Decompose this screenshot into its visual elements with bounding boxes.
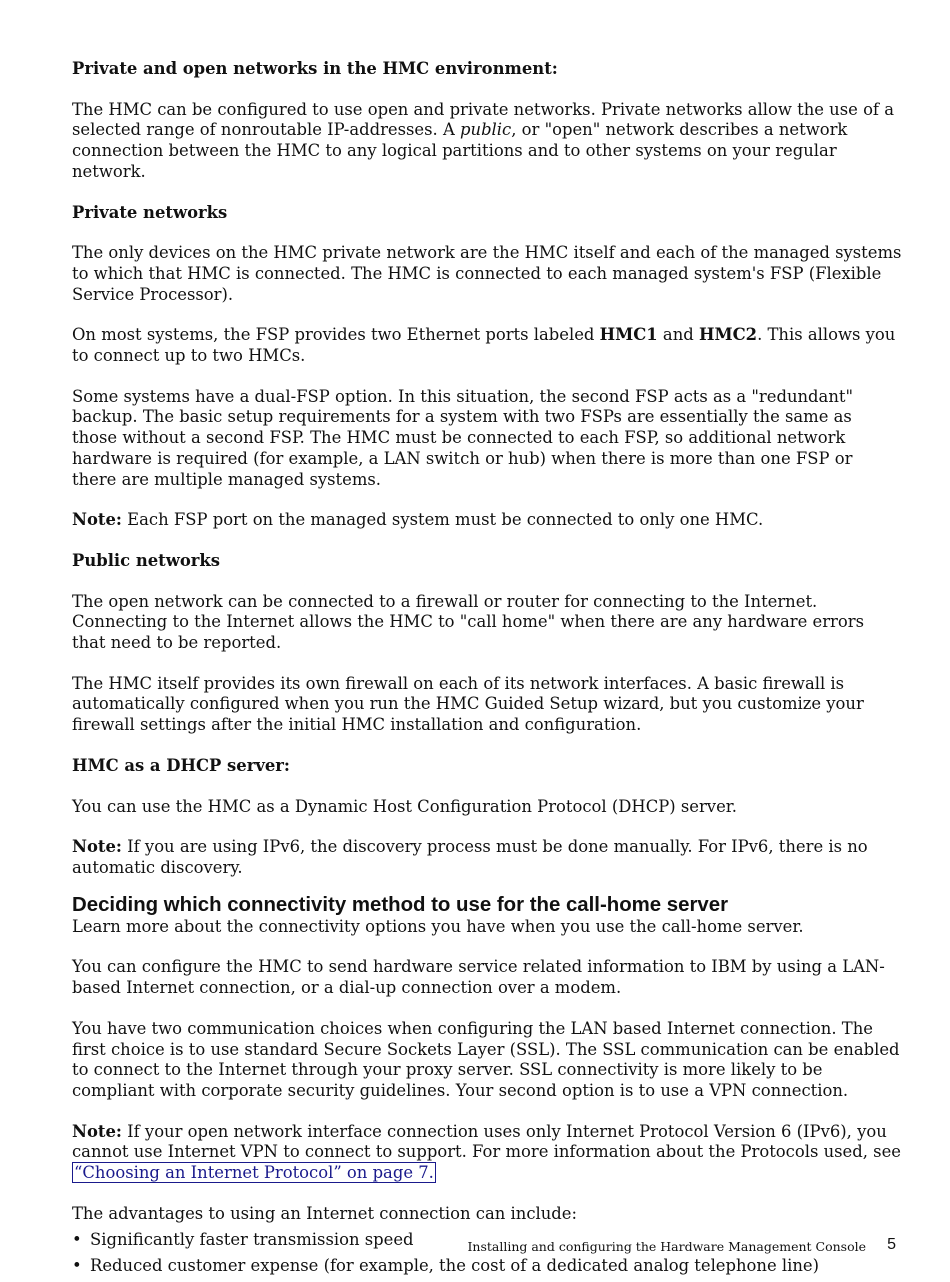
hmc2-label: HMC2: [698, 325, 758, 345]
note-3: [72, 1122, 902, 1184]
note-1-text: Each FSP port on the managed system must be connected to only one HMC.: [121, 510, 764, 530]
footer-title: Installing and configuring the Hardware Management Console: [467, 1239, 866, 1254]
callhome-paragraph-1: You can configure the HMC to send hardware service related information to IBM by using a LAN-based Internet connection, or a dial-up connection over a modem.: [72, 957, 885, 998]
list-item: • Reduced customer expense (for example, the cost of a dedicated analog telephone line): [72, 1256, 902, 1277]
section-heading-intro: Learn more about the connectivity options you have when you use the call-home server.: [72, 916, 804, 936]
note-label: Note:: [72, 1121, 122, 1141]
page-content: [72, 59, 902, 1282]
note-2-text: If you are using IPv6, the discovery process must be done manually. For IPv6, there is no automatic discovery.: [72, 837, 868, 877]
private-p2-and: and: [657, 325, 699, 345]
dhcp-paragraph: You can use the HMC as a Dynamic Host Configuration Protocol (DHCP) server.: [72, 796, 738, 816]
page-number: 5: [887, 1236, 896, 1253]
section-label-private-open: Private and open networks in the HMC environment:: [72, 59, 558, 78]
intro-emphasis: public: [460, 120, 512, 140]
public-paragraph-2: The HMC itself provides its own firewall on each of its network interfaces. A basic firewall is automatically configured when you run the HMC Guided Setup wizard, but you customize your firewall settings after the initial HMC installation and configuration.: [72, 673, 864, 735]
intro-paragraph: [72, 100, 902, 183]
callhome-paragraph-2: You have two communication choices when configuring the LAN based Internet connection. The first choice is to use standard Secure Sockets Layer (SSL). The SSL communication can be enabled to connect to the Internet through your proxy server. SSL connectivity is more likely to be compliant with corporate security guidelines. Your second option is to use a VPN connection.: [72, 1018, 900, 1100]
hmc1-label: HMC1: [599, 325, 658, 345]
note-label: Note:: [72, 510, 122, 530]
note-1: [72, 510, 902, 531]
section-heading: Deciding which connectivity method to use for the call-home server: [72, 893, 729, 916]
advantages-intro: The advantages to using an Internet connection can include:: [72, 1203, 578, 1223]
intro-text-1: The HMC can be configured to use open and private networks. Private networks allow the use of a selected range of nonroutable IP-addresses. A: [72, 99, 894, 140]
note-2: [72, 837, 902, 878]
private-p2-text-2: . This allows you to connect up to two HMCs.: [72, 325, 896, 366]
private-p2-text-1: On most systems, the FSP provides two Ethernet ports labeled: [72, 325, 600, 345]
private-paragraph-2: [72, 325, 902, 366]
intro-text-2: , or "open" network describes a network connection between the HMC to any logical partitions and to other systems on your regular network.: [72, 120, 848, 181]
list-item: • Significantly faster transmission speed: [72, 1230, 902, 1251]
note-3-text: If your open network interface connection uses only Internet Protocol Version 6 (IPv6), you cannot use Internet VPN to connect to support. For more information about the Protocols used, see: [72, 1121, 901, 1162]
section-label-dhcp: HMC as a DHCP server:: [72, 755, 290, 775]
note-label: Note:: [72, 837, 122, 857]
private-paragraph-3: Some systems have a dual-FSP option. In this situation, the second FSP acts as a "redundant" backup. The basic setup requirements for a system with two FSPs are essentially the same as those without a second FSP. The HMC must be connected to each FSP, so additional network hardware is required (for example, a LAN switch or hub) when there is more than one FSP or there are multiple managed systems.: [72, 386, 853, 489]
section-label-private-networks: Private networks: [72, 202, 228, 222]
choosing-protocol-link[interactable]: “Choosing an Internet Protocol” on page 7.: [74, 1163, 434, 1183]
private-paragraph-1: The only devices on the HMC private network are the HMC itself and each of the managed systems to which that HMC is connected. The HMC is connected to each managed system's FSP (Flexible Service Processor).: [72, 243, 902, 304]
section-label-public-networks: Public networks: [72, 550, 221, 570]
public-paragraph-1: The open network can be connected to a firewall or router for connecting to the Internet. Connecting to the Internet allows the HMC to "call home" when there are any hardware errors that need to be reported.: [72, 591, 864, 653]
